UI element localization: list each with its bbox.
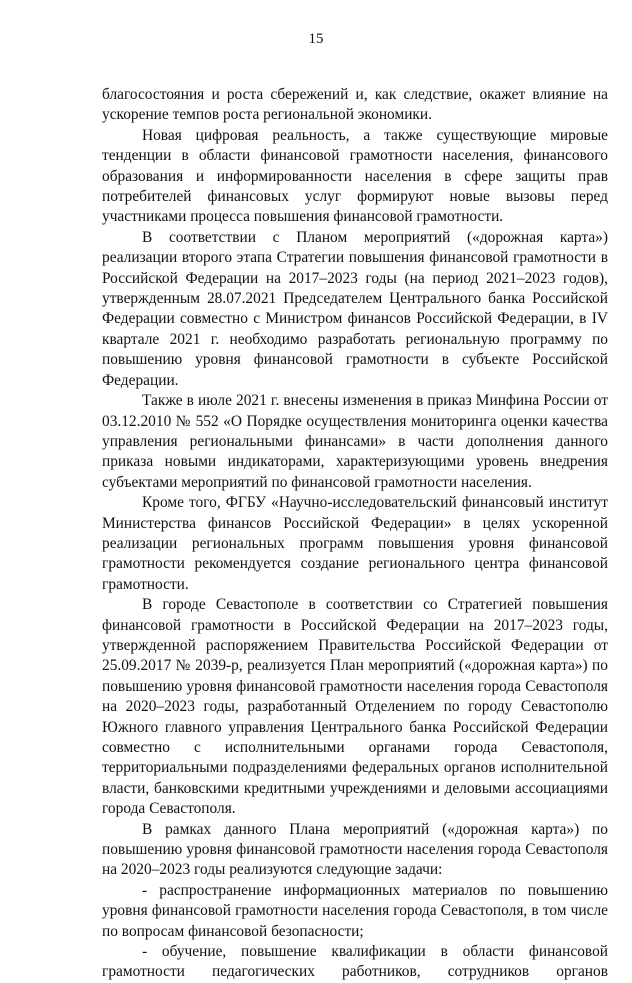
paragraph-4: Также в июле 2021 г. внесены изменения в приказ Минфина России от 03.12.2010 № 552 «О Порядке осуществления мониторинга оценки качества управления региональными финансами» в части дополнения данного приказа новыми индикаторами, характеризующими уровень внедрения субъектами мероприятий по финансовой грамотности населения. bbox=[102, 392, 608, 491]
list-item-2: - обучение, повышение квалификации в области финансовой грамотности педагогических работников, сотрудников органов bbox=[102, 943, 608, 981]
page-number: 15 bbox=[308, 31, 324, 47]
list-item-1: - распространение информационных материалов по повышению уровня финансовой грамотности населения города Севастополя, в том числе по вопросам финансовой безопасности; bbox=[102, 881, 608, 940]
page-body bbox=[102, 85, 608, 983]
paragraph-2: Новая цифровая реальность, а также существующие мировые тенденции в области финансовой грамотности населения, финансового образования и информированности населения в сфере защиты прав потребителей финансовых услуг формируют новые вызовы перед участниками процесса повышения финансовой грамотности. bbox=[102, 126, 608, 226]
paragraph-5: Кроме того, ФГБУ «Научно-исследовательский финансовый институт Министерства финансов Российской Федерации» в целях ускоренной реализации региональных программ повышения уровня финансовой грамотности рекомендуется создание регионального центра финансовой грамотности. bbox=[102, 494, 608, 593]
paragraph-7: В рамках данного Плана мероприятий («дорожная карта») по повышению уровня финансовой грамотности населения города Севастополя на 2020–2023 годы реализуются следующие задачи: bbox=[102, 820, 608, 879]
paragraph-6: В городе Севастополе в соответствии со Стратегией повышения финансовой грамотности в Российской Федерации на 2017–2023 годы, утвержденной распоряжением Правительства Российской Федерации от 25.09.2017 № 2039-р, реализуется План мероприятий («дорожная карта») по повышению уровня финансовой грамотности населения города Севастополя на 2020–2023 годы, разработанный Отделением по городу Севастополю Южного главного управления Центрального банка Российской Федерации совместно с исполнительными органами города Севастополя, территориальными подразделениями федеральных органов исполнительной власти, банковскими кредитными учреждениями и деловыми ассоциациями города Севастополя. bbox=[102, 596, 608, 818]
paragraph-3: В соответствии с Планом мероприятий («дорожная карта») реализации второго этапа Стратегии повышения финансовой грамотности в Российской Федерации на 2017–2023 годы (на период 2021–2023 годов), утвержденным 28.07.2021 Председателем Центрального банка Российской Федерации совместно с Министром финансов Российской Федерации, в IV квартале 2021 г. необходимо разработать региональную программу по повышению уровня финансовой грамотности в субъекте Российской Федерации. bbox=[102, 228, 608, 389]
paragraph-1: благосостояния и роста сбережений и, как следствие, окажет влияние на ускорение темпов роста региональной экономики. bbox=[102, 86, 608, 124]
